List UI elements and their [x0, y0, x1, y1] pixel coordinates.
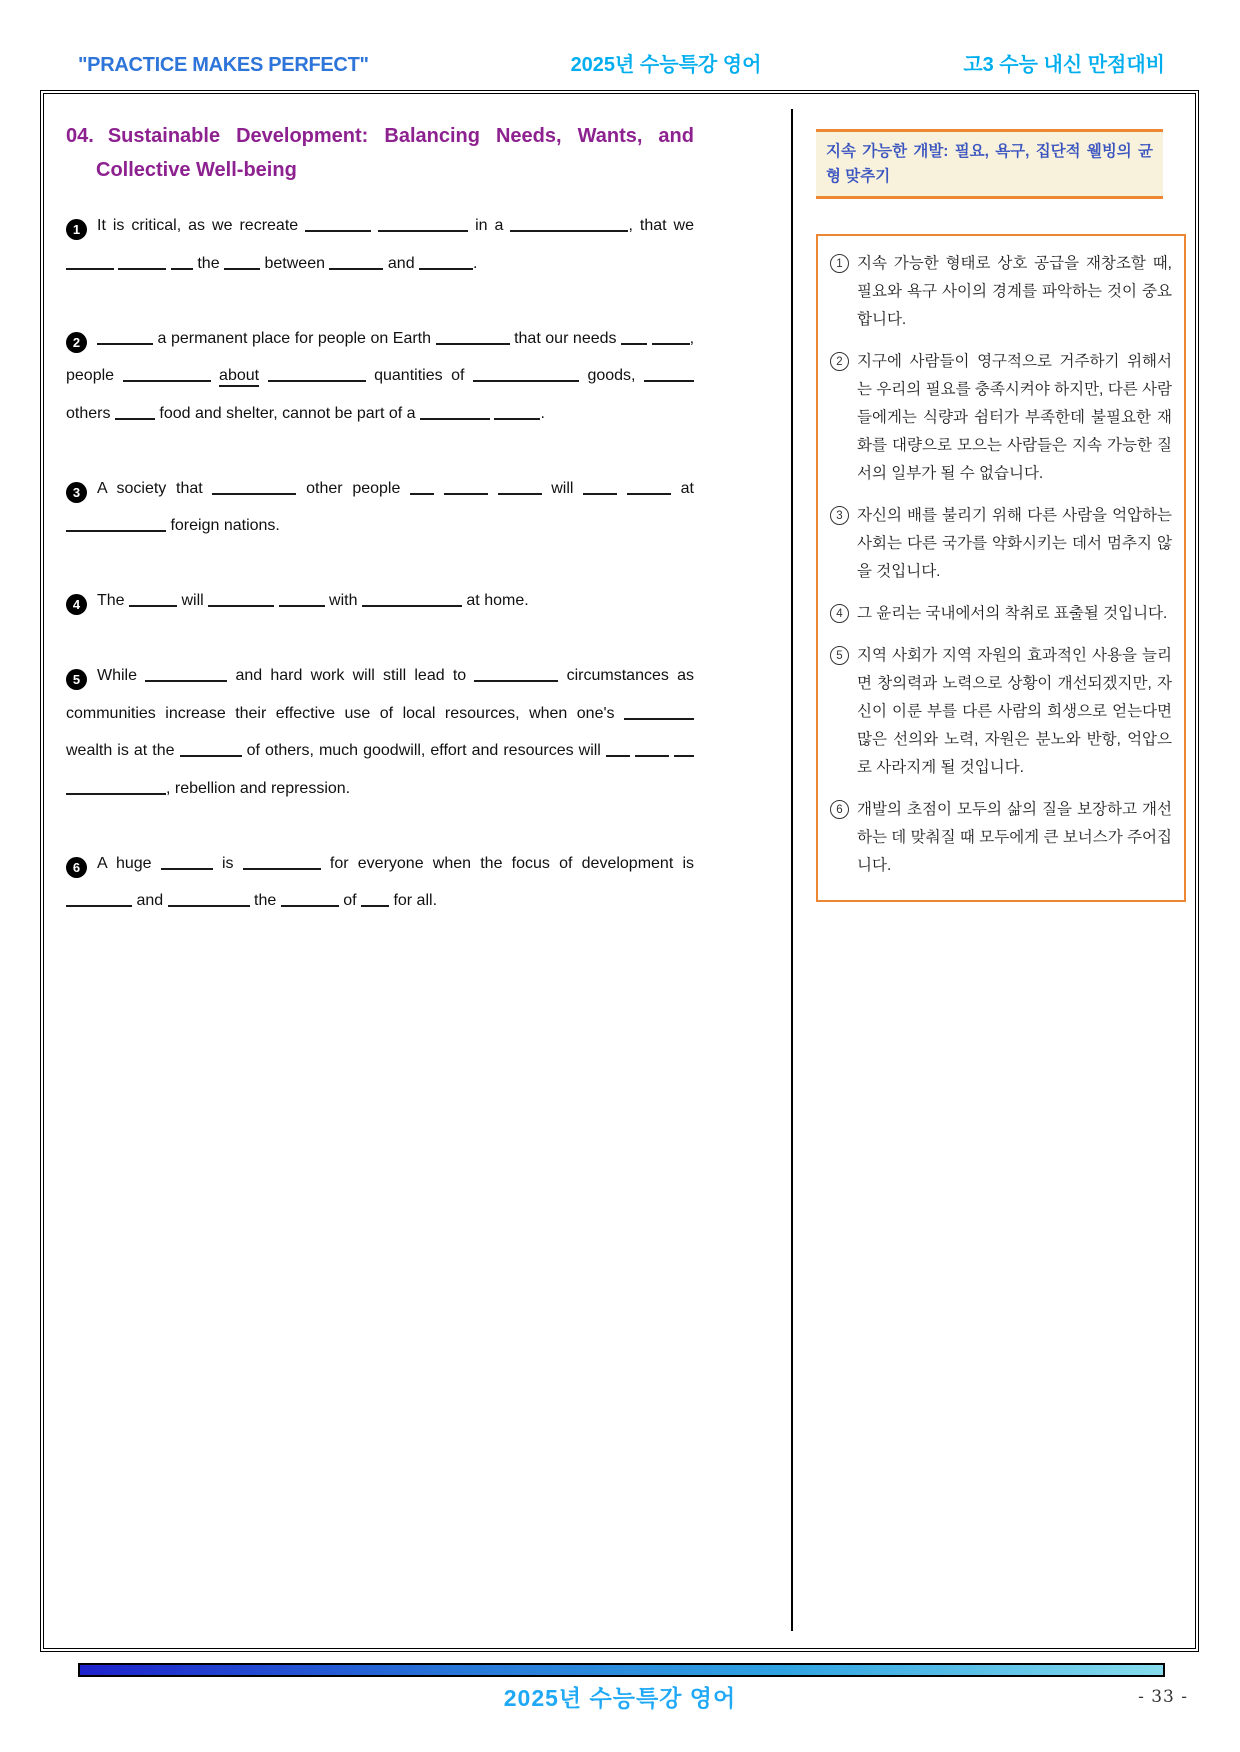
- lesson-title: [66, 119, 694, 187]
- fill-in-blank: [674, 742, 694, 757]
- exercise-number-badge: 3: [66, 482, 87, 503]
- exercise-number-badge: 1: [66, 219, 87, 240]
- fill-in-blank: [474, 667, 558, 682]
- translation-number-circle: 1: [830, 254, 849, 273]
- footer-divider-bar: [78, 1663, 1165, 1677]
- translation-number-circle: 4: [830, 604, 849, 623]
- fill-in-blank: [606, 742, 630, 757]
- fill-in-blank: [583, 480, 617, 495]
- exercise-column: [66, 119, 694, 920]
- exercise-number-badge: 5: [66, 669, 87, 690]
- header-motto: "PRACTICE MAKES PERFECT": [78, 54, 369, 76]
- fill-in-blank: [208, 592, 274, 607]
- translation-number-circle: 5: [830, 646, 849, 665]
- translation-item-3: 3 자신의 배를 불리기 위해 다른 사람을 억압하는 사회는 다른 국가를 약화시키는 데서 멈추지 않을 것입니다.: [830, 502, 1172, 586]
- exercise-item-3: 3 A society that other people will at foreign nations.: [66, 470, 694, 545]
- fill-in-blank: [212, 480, 296, 495]
- exercise-number-badge: 2: [66, 332, 87, 353]
- fill-in-blank: [171, 255, 193, 270]
- lesson-title-text: Sustainable Development: Balancing Needs, Wants, and Collective Well-being: [96, 125, 694, 181]
- exercise-item-1: 1 It is critical, as we recreate in a , that we the between and .: [66, 207, 694, 282]
- fill-in-blank: [305, 217, 371, 232]
- fill-in-blank: [420, 405, 490, 420]
- translation-item-1: 1 지속 가능한 형태로 상호 공급을 재창조할 때, 필요와 욕구 사이의 경계를 파악하는 것이 중요합니다.: [830, 250, 1172, 334]
- fill-in-blank: [410, 480, 434, 495]
- exercise-number-badge: 6: [66, 857, 87, 878]
- fill-in-blank: [66, 780, 166, 795]
- header-subtitle: 고3 수능 내신 만점대비: [963, 54, 1165, 76]
- fill-in-blank: [419, 255, 473, 270]
- fill-in-blank: [635, 742, 669, 757]
- translation-column: [816, 129, 1188, 902]
- fill-in-blank: [145, 667, 227, 682]
- topic-box-text: 지속 가능한 개발: 필요, 욕구, 집단적 웰빙의 균형 맞추기: [826, 143, 1153, 185]
- fill-in-blank: [329, 255, 383, 270]
- fill-in-blank: [118, 255, 166, 270]
- fill-in-blank: [224, 255, 260, 270]
- underlined-word: about: [219, 367, 259, 387]
- fill-in-blank: [66, 517, 166, 532]
- header-book-title: 2025년 수능특강 영어: [570, 54, 762, 76]
- fill-in-blank: [97, 330, 153, 345]
- page-header: [78, 48, 1165, 77]
- fill-in-blank: [123, 367, 211, 382]
- fill-in-blank: [161, 855, 213, 870]
- fill-in-blank: [243, 855, 321, 870]
- fill-in-blank: [498, 480, 542, 495]
- fill-in-blank: [627, 480, 671, 495]
- content-frame: [40, 90, 1199, 1652]
- topic-box: [816, 129, 1163, 199]
- exercise-item-4: 4 The will with at home.: [66, 582, 694, 620]
- fill-in-blank: [644, 367, 694, 382]
- footer-book-title: 2025년 수능특강 영어: [503, 1685, 737, 1711]
- fill-in-blank: [444, 480, 488, 495]
- exercise-item-6: 6 A huge is for everyone when the focus of development is and the of for all.: [66, 845, 694, 920]
- fill-in-blank: [624, 705, 694, 720]
- exercise-list: [66, 207, 694, 920]
- fill-in-blank: [510, 217, 628, 232]
- fill-in-blank: [494, 405, 540, 420]
- translation-item-5: 5 지역 사회가 지역 자원의 효과적인 사용을 늘리면 창의력과 노력으로 상황이 개선되겠지만, 자신이 이룬 부를 다른 사람의 희생으로 얻는다면 많은 선의와 노력, 자원은 분노와 반항, 억압으로 사라지게 될 것입니다.: [830, 642, 1172, 782]
- fill-in-blank: [652, 330, 690, 345]
- fill-in-blank: [378, 217, 468, 232]
- translation-number-circle: 6: [830, 800, 849, 819]
- fill-in-blank: [115, 405, 155, 420]
- fill-in-blank: [436, 330, 510, 345]
- fill-in-blank: [279, 592, 325, 607]
- exercise-item-5: 5 While and hard work will still lead to circumstances as communities increase their effective use of local resources, when one's wealth is at the of others, much goodwill, effort and resources will , rebellion and repression.: [66, 667, 694, 797]
- column-divider: [791, 109, 793, 1631]
- exercise-number-badge: 4: [66, 594, 87, 615]
- fill-in-blank: [180, 742, 242, 757]
- fill-in-blank: [361, 892, 389, 907]
- translation-item-6: 6 개발의 초점이 모두의 삶의 질을 보장하고 개선하는 데 맞춰질 때 모두에게 큰 보너스가 주어집니다.: [830, 796, 1172, 880]
- fill-in-blank: [129, 592, 177, 607]
- fill-in-blank: [66, 892, 132, 907]
- translation-item-2: 2 지구에 사람들이 영구적으로 거주하기 위해서는 우리의 필요를 충족시켜야 하지만, 다른 사람들에게는 식량과 쉼터가 부족한데 불필요한 재화를 대량으로 모으는 사람들은 지속 가능한 질서의 일부가 될 수 없습니다.: [830, 348, 1172, 488]
- fill-in-blank: [168, 892, 250, 907]
- page-number: - 33 -: [1138, 1687, 1188, 1707]
- translation-number-circle: 2: [830, 352, 849, 371]
- fill-in-blank: [621, 330, 647, 345]
- fill-in-blank: [281, 892, 339, 907]
- translation-number-circle: 3: [830, 506, 849, 525]
- translation-box: [816, 234, 1186, 902]
- translation-list: [830, 250, 1172, 880]
- lesson-number: 04.: [66, 125, 94, 147]
- fill-in-blank: [473, 367, 579, 382]
- translation-item-4: 4 그 윤리는 국내에서의 착취로 표출될 것입니다.: [830, 600, 1172, 628]
- exercise-item-2: 2 a permanent place for people on Earth that our needs , people about quantities of goods, others food and shelter, cannot be part of a .: [66, 329, 695, 422]
- fill-in-blank: [66, 255, 114, 270]
- fill-in-blank: [362, 592, 462, 607]
- fill-in-blank: [268, 367, 366, 382]
